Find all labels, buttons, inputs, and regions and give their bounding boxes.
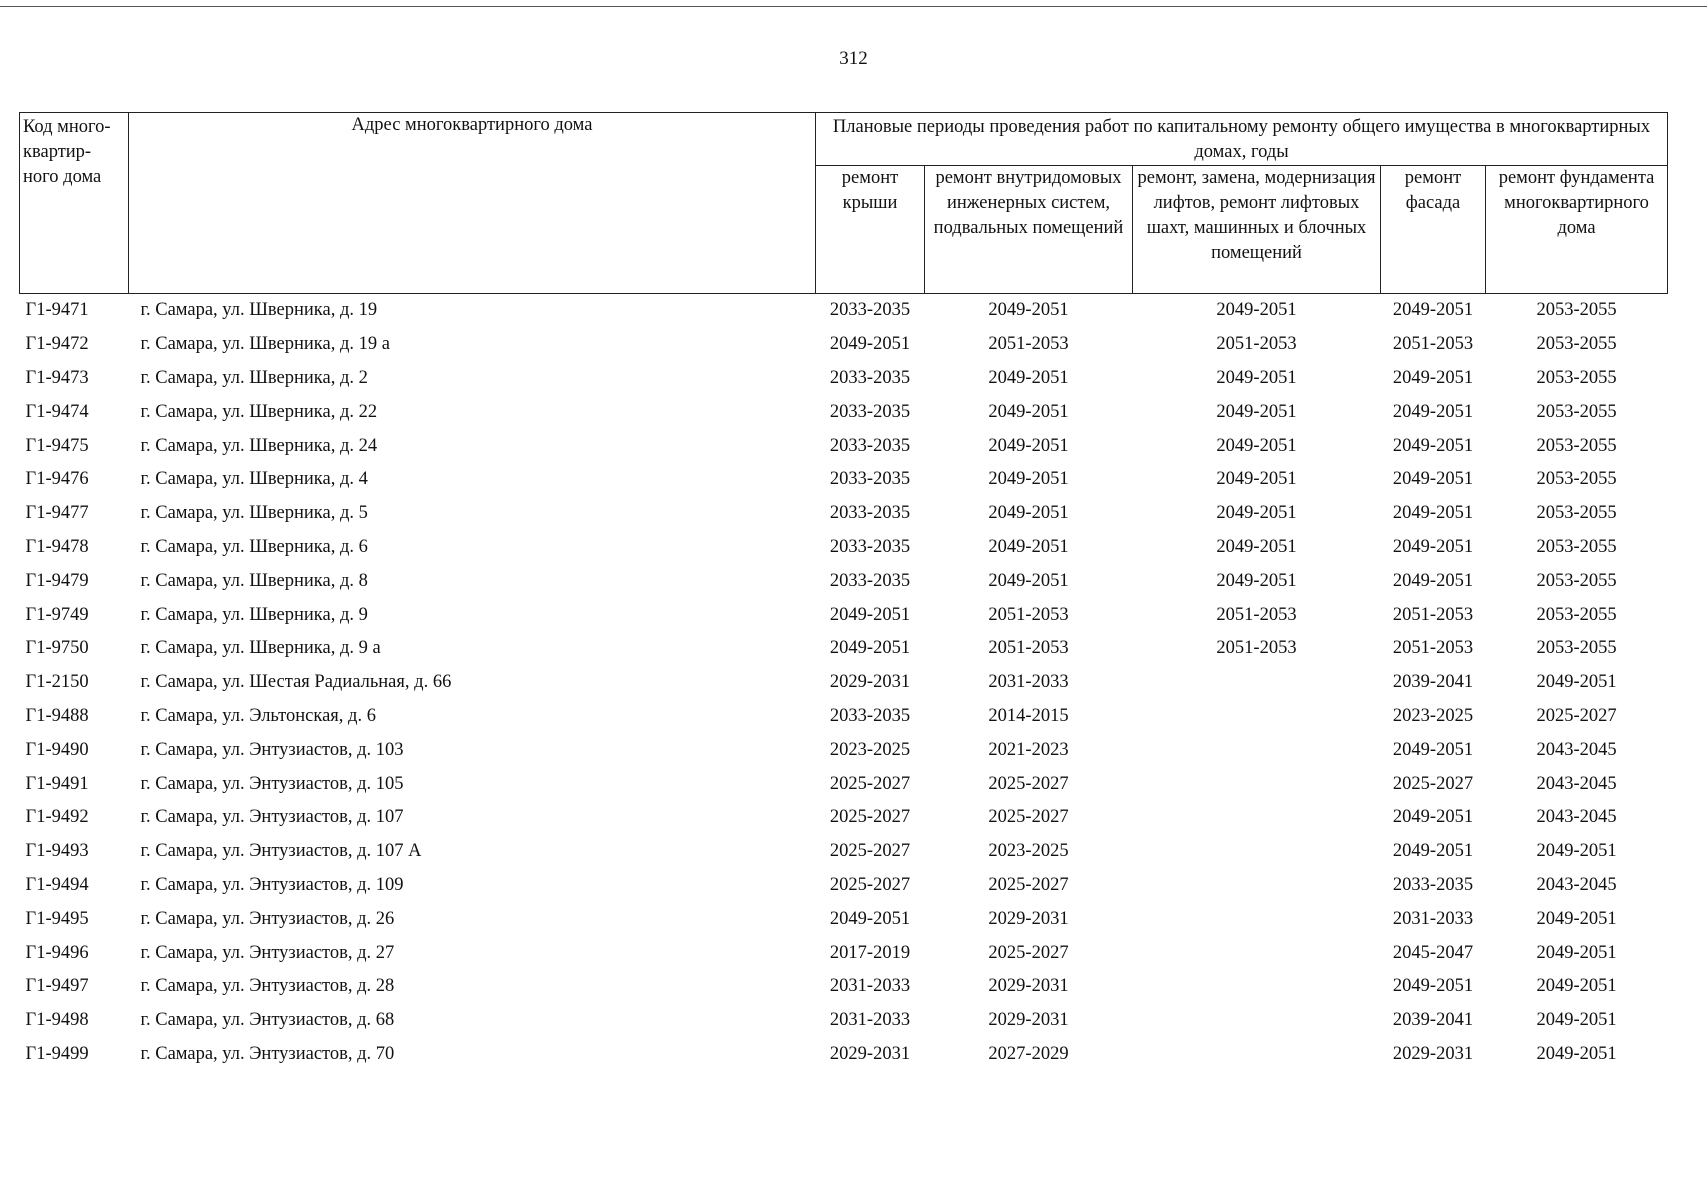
cell-roof: 2033-2035 [829, 300, 911, 321]
cell-code: Г1-9471 [25, 300, 89, 321]
cell-code: Г1-9497 [25, 976, 89, 997]
cell-facade: 2049-2051 [1392, 841, 1474, 862]
table-row [20, 531, 1668, 565]
cell-address: г. Самара, ул. Шверника, д. 9 [140, 604, 368, 625]
cell-code: Г1-9492 [25, 807, 89, 828]
cell-elevators: 2049-2051 [1216, 435, 1297, 456]
cell-systems: 2051-2053 [988, 604, 1069, 625]
cell-systems: 2049-2051 [988, 367, 1069, 388]
cell-foundation: 2053-2055 [1536, 604, 1617, 625]
cell-systems: 2025-2027 [988, 874, 1069, 895]
cell-systems: 2023-2025 [988, 841, 1069, 862]
cell-facade: 2031-2033 [1392, 908, 1474, 929]
cell-address: г. Самара, ул. Энтузиастов, д. 70 [140, 1043, 395, 1064]
cell-code: Г1-9491 [25, 773, 89, 794]
cell-code: Г1-9472 [25, 334, 89, 355]
cell-roof: 2025-2027 [829, 841, 911, 862]
cell-code: Г1-9488 [25, 705, 89, 726]
cell-facade: 2049-2051 [1392, 536, 1474, 557]
cell-facade: 2049-2051 [1392, 570, 1474, 591]
cell-systems: 2049-2051 [988, 401, 1069, 422]
header-roof: ремонт крыши [816, 166, 925, 294]
cell-roof: 2033-2035 [829, 401, 911, 422]
table-row [20, 869, 1668, 903]
cell-foundation: 2053-2055 [1536, 435, 1617, 456]
cell-address: г. Самара, ул. Шверника, д. 9 а [140, 638, 381, 659]
cell-roof: 2025-2027 [829, 807, 911, 828]
cell-roof: 2049-2051 [829, 604, 911, 625]
cell-systems: 2025-2027 [988, 942, 1069, 963]
table-row [20, 564, 1668, 598]
cell-foundation: 2053-2055 [1536, 469, 1617, 490]
table-row [20, 970, 1668, 1004]
cell-roof: 2031-2033 [829, 976, 911, 997]
cell-address: г. Самара, ул. Шестая Радиальная, д. 66 [140, 672, 452, 693]
cell-address: г. Самара, ул. Шверника, д. 19 а [140, 334, 390, 355]
cell-address: г. Самара, ул. Энтузиастов, д. 103 [140, 739, 404, 760]
cell-systems: 2051-2053 [988, 334, 1069, 355]
cell-foundation: 2043-2045 [1536, 773, 1617, 794]
cell-address: г. Самара, ул. Шверника, д. 4 [140, 469, 368, 490]
schedule-sheet [19, 112, 1667, 1071]
cell-address: г. Самара, ул. Энтузиастов, д. 109 [140, 874, 404, 895]
cell-elevators: 2049-2051 [1216, 570, 1297, 591]
header-periods-title: Плановые периоды проведения работ по капитальному ремонту общего имущества в многоквартирных домах, годы [816, 113, 1668, 166]
cell-code: Г1-9474 [25, 401, 89, 422]
cell-roof: 2029-2031 [829, 1043, 911, 1064]
cell-address: г. Самара, ул. Эльтонская, д. 6 [140, 705, 376, 726]
cell-systems: 2049-2051 [988, 435, 1069, 456]
cell-elevators: 2051-2053 [1216, 604, 1297, 625]
cell-foundation: 2049-2051 [1536, 942, 1617, 963]
cell-address: г. Самара, ул. Шверника, д. 8 [140, 570, 368, 591]
cell-systems: 2049-2051 [988, 570, 1069, 591]
cell-facade: 2051-2053 [1392, 334, 1474, 355]
cell-elevators [1133, 835, 1381, 869]
table-body [20, 294, 1668, 1072]
cell-code: Г1-2150 [25, 672, 89, 693]
cell-elevators [1133, 869, 1381, 903]
cell-roof: 2033-2035 [829, 435, 911, 456]
cell-facade: 2051-2053 [1392, 638, 1474, 659]
cell-foundation: 2053-2055 [1536, 536, 1617, 557]
cell-roof: 2049-2051 [829, 638, 911, 659]
cell-address: г. Самара, ул. Шверника, д. 5 [140, 503, 368, 524]
cell-facade: 2049-2051 [1392, 435, 1474, 456]
table-row [20, 835, 1668, 869]
cell-facade: 2049-2051 [1392, 367, 1474, 388]
header-systems: ремонт внутридомовых инженерных систем, подвальных помещений [925, 166, 1133, 294]
table-row [20, 902, 1668, 936]
cell-facade: 2049-2051 [1392, 300, 1474, 321]
header-address: Адрес многоквартирного дома [129, 113, 816, 294]
cell-address: г. Самара, ул. Энтузиастов, д. 107 [140, 807, 404, 828]
cell-foundation: 2049-2051 [1536, 976, 1617, 997]
cell-code: Г1-9749 [25, 604, 89, 625]
table-row [20, 328, 1668, 362]
cell-roof: 2029-2031 [829, 672, 911, 693]
table-row [20, 801, 1668, 835]
cell-elevators [1133, 666, 1381, 700]
cell-facade: 2049-2051 [1392, 503, 1474, 524]
cell-roof: 2033-2035 [829, 536, 911, 557]
cell-address: г. Самара, ул. Энтузиастов, д. 68 [140, 1010, 395, 1031]
cell-foundation: 2043-2045 [1536, 807, 1617, 828]
table-row [20, 395, 1668, 429]
cell-code: Г1-9750 [25, 638, 89, 659]
cell-facade: 2033-2035 [1392, 874, 1474, 895]
cell-elevators [1133, 902, 1381, 936]
header-facade: ремонт фасада [1381, 166, 1486, 294]
table-row [20, 666, 1668, 700]
cell-address: г. Самара, ул. Энтузиастов, д. 28 [140, 976, 395, 997]
cell-code: Г1-9494 [25, 874, 89, 895]
cell-foundation: 2043-2045 [1536, 874, 1617, 895]
cell-elevators: 2051-2053 [1216, 334, 1297, 355]
cell-facade: 2039-2041 [1392, 672, 1474, 693]
cell-foundation: 2053-2055 [1536, 503, 1617, 524]
table-row [20, 294, 1668, 328]
cell-facade: 2049-2051 [1392, 739, 1474, 760]
cell-systems: 2025-2027 [988, 773, 1069, 794]
cell-roof: 2023-2025 [829, 739, 911, 760]
cell-systems: 2014-2015 [988, 705, 1069, 726]
table-row [20, 632, 1668, 666]
table-row [20, 497, 1668, 531]
cell-address: г. Самара, ул. Шверника, д. 6 [140, 536, 368, 557]
cell-roof: 2017-2019 [829, 942, 911, 963]
cell-address: г. Самара, ул. Энтузиастов, д. 105 [140, 773, 404, 794]
cell-systems: 2029-2031 [988, 1010, 1069, 1031]
cell-elevators: 2051-2053 [1216, 638, 1297, 659]
cell-elevators [1133, 700, 1381, 734]
cell-elevators: 2049-2051 [1216, 469, 1297, 490]
cell-facade: 2049-2051 [1392, 469, 1474, 490]
cell-roof: 2033-2035 [829, 503, 911, 524]
cell-foundation: 2025-2027 [1536, 705, 1617, 726]
cell-foundation: 2053-2055 [1536, 570, 1617, 591]
cell-elevators [1133, 936, 1381, 970]
cell-code: Г1-9495 [25, 908, 89, 929]
cell-foundation: 2049-2051 [1536, 841, 1617, 862]
cell-code: Г1-9499 [25, 1043, 89, 1064]
cell-roof: 2049-2051 [829, 334, 911, 355]
cell-foundation: 2053-2055 [1536, 334, 1617, 355]
table-row [20, 1004, 1668, 1038]
cell-foundation: 2049-2051 [1536, 1043, 1617, 1064]
cell-systems: 2021-2023 [988, 739, 1069, 760]
cell-systems: 2025-2027 [988, 807, 1069, 828]
header-code: Код много-квартир-ного дома [20, 113, 129, 294]
cell-code: Г1-9479 [25, 570, 89, 591]
cell-roof: 2049-2051 [829, 908, 911, 929]
cell-facade: 2025-2027 [1392, 773, 1474, 794]
cell-address: г. Самара, ул. Шверника, д. 2 [140, 367, 368, 388]
cell-systems: 2031-2033 [988, 672, 1069, 693]
table-row [20, 362, 1668, 396]
header-elevators: ремонт, замена, модернизация лифтов, ремонт лифтовых шахт, машинных и блочных помещений [1133, 166, 1381, 294]
table-row [20, 767, 1668, 801]
table-row [20, 733, 1668, 767]
cell-foundation: 2049-2051 [1536, 908, 1617, 929]
cell-address: г. Самара, ул. Шверника, д. 22 [140, 401, 378, 422]
cell-systems: 2049-2051 [988, 300, 1069, 321]
table-row [20, 463, 1668, 497]
table-row [20, 598, 1668, 632]
table-row [20, 429, 1668, 463]
header-foundation: ремонт фундамента многоквартирного дома [1486, 166, 1668, 294]
cell-code: Г1-9496 [25, 942, 89, 963]
cell-systems: 2049-2051 [988, 536, 1069, 557]
cell-code: Г1-9476 [25, 469, 89, 490]
cell-roof: 2025-2027 [829, 874, 911, 895]
cell-foundation: 2049-2051 [1536, 1010, 1617, 1031]
cell-facade: 2029-2031 [1392, 1043, 1474, 1064]
cell-roof: 2033-2035 [829, 367, 911, 388]
cell-elevators: 2049-2051 [1216, 503, 1297, 524]
cell-elevators: 2049-2051 [1216, 367, 1297, 388]
top-border-line [0, 6, 1707, 7]
cell-facade: 2045-2047 [1392, 942, 1474, 963]
cell-foundation: 2053-2055 [1536, 401, 1617, 422]
cell-foundation: 2043-2045 [1536, 739, 1617, 760]
cell-foundation: 2049-2051 [1536, 672, 1617, 693]
cell-facade: 2049-2051 [1392, 401, 1474, 422]
cell-foundation: 2053-2055 [1536, 638, 1617, 659]
cell-elevators: 2049-2051 [1216, 536, 1297, 557]
cell-systems: 2049-2051 [988, 503, 1069, 524]
cell-elevators [1133, 1038, 1381, 1072]
cell-roof: 2025-2027 [829, 773, 911, 794]
cell-foundation: 2053-2055 [1536, 300, 1617, 321]
cell-facade: 2039-2041 [1392, 1010, 1474, 1031]
cell-elevators: 2049-2051 [1216, 300, 1297, 321]
cell-elevators [1133, 733, 1381, 767]
cell-facade: 2049-2051 [1392, 976, 1474, 997]
cell-roof: 2031-2033 [829, 1010, 911, 1031]
cell-elevators [1133, 801, 1381, 835]
cell-roof: 2033-2035 [829, 705, 911, 726]
cell-code: Г1-9498 [25, 1010, 89, 1031]
cell-code: Г1-9490 [25, 739, 89, 760]
cell-systems: 2049-2051 [988, 469, 1069, 490]
cell-code: Г1-9477 [25, 503, 89, 524]
cell-address: г. Самара, ул. Шверника, д. 19 [140, 300, 378, 321]
page-number: 312 [839, 48, 868, 69]
table-row [20, 936, 1668, 970]
cell-elevators [1133, 970, 1381, 1004]
cell-code: Г1-9475 [25, 435, 89, 456]
cell-address: г. Самара, ул. Энтузиастов, д. 107 А [140, 841, 422, 862]
cell-elevators: 2049-2051 [1216, 401, 1297, 422]
cell-foundation: 2053-2055 [1536, 367, 1617, 388]
cell-address: г. Самара, ул. Энтузиастов, д. 26 [140, 908, 395, 929]
cell-address: г. Самара, ул. Энтузиастов, д. 27 [140, 942, 395, 963]
table-row [20, 700, 1668, 734]
cell-systems: 2029-2031 [988, 976, 1069, 997]
cell-elevators [1133, 1004, 1381, 1038]
cell-systems: 2027-2029 [988, 1043, 1069, 1064]
cell-facade: 2023-2025 [1392, 705, 1474, 726]
cell-facade: 2051-2053 [1392, 604, 1474, 625]
table-row [20, 1038, 1668, 1072]
repair-schedule-table [19, 112, 1668, 1071]
cell-elevators [1133, 767, 1381, 801]
cell-code: Г1-9473 [25, 367, 89, 388]
cell-roof: 2033-2035 [829, 570, 911, 591]
cell-code: Г1-9493 [25, 841, 89, 862]
cell-roof: 2033-2035 [829, 469, 911, 490]
cell-code: Г1-9478 [25, 536, 89, 557]
cell-systems: 2029-2031 [988, 908, 1069, 929]
cell-systems: 2051-2053 [988, 638, 1069, 659]
cell-facade: 2049-2051 [1392, 807, 1474, 828]
cell-address: г. Самара, ул. Шверника, д. 24 [140, 435, 378, 456]
